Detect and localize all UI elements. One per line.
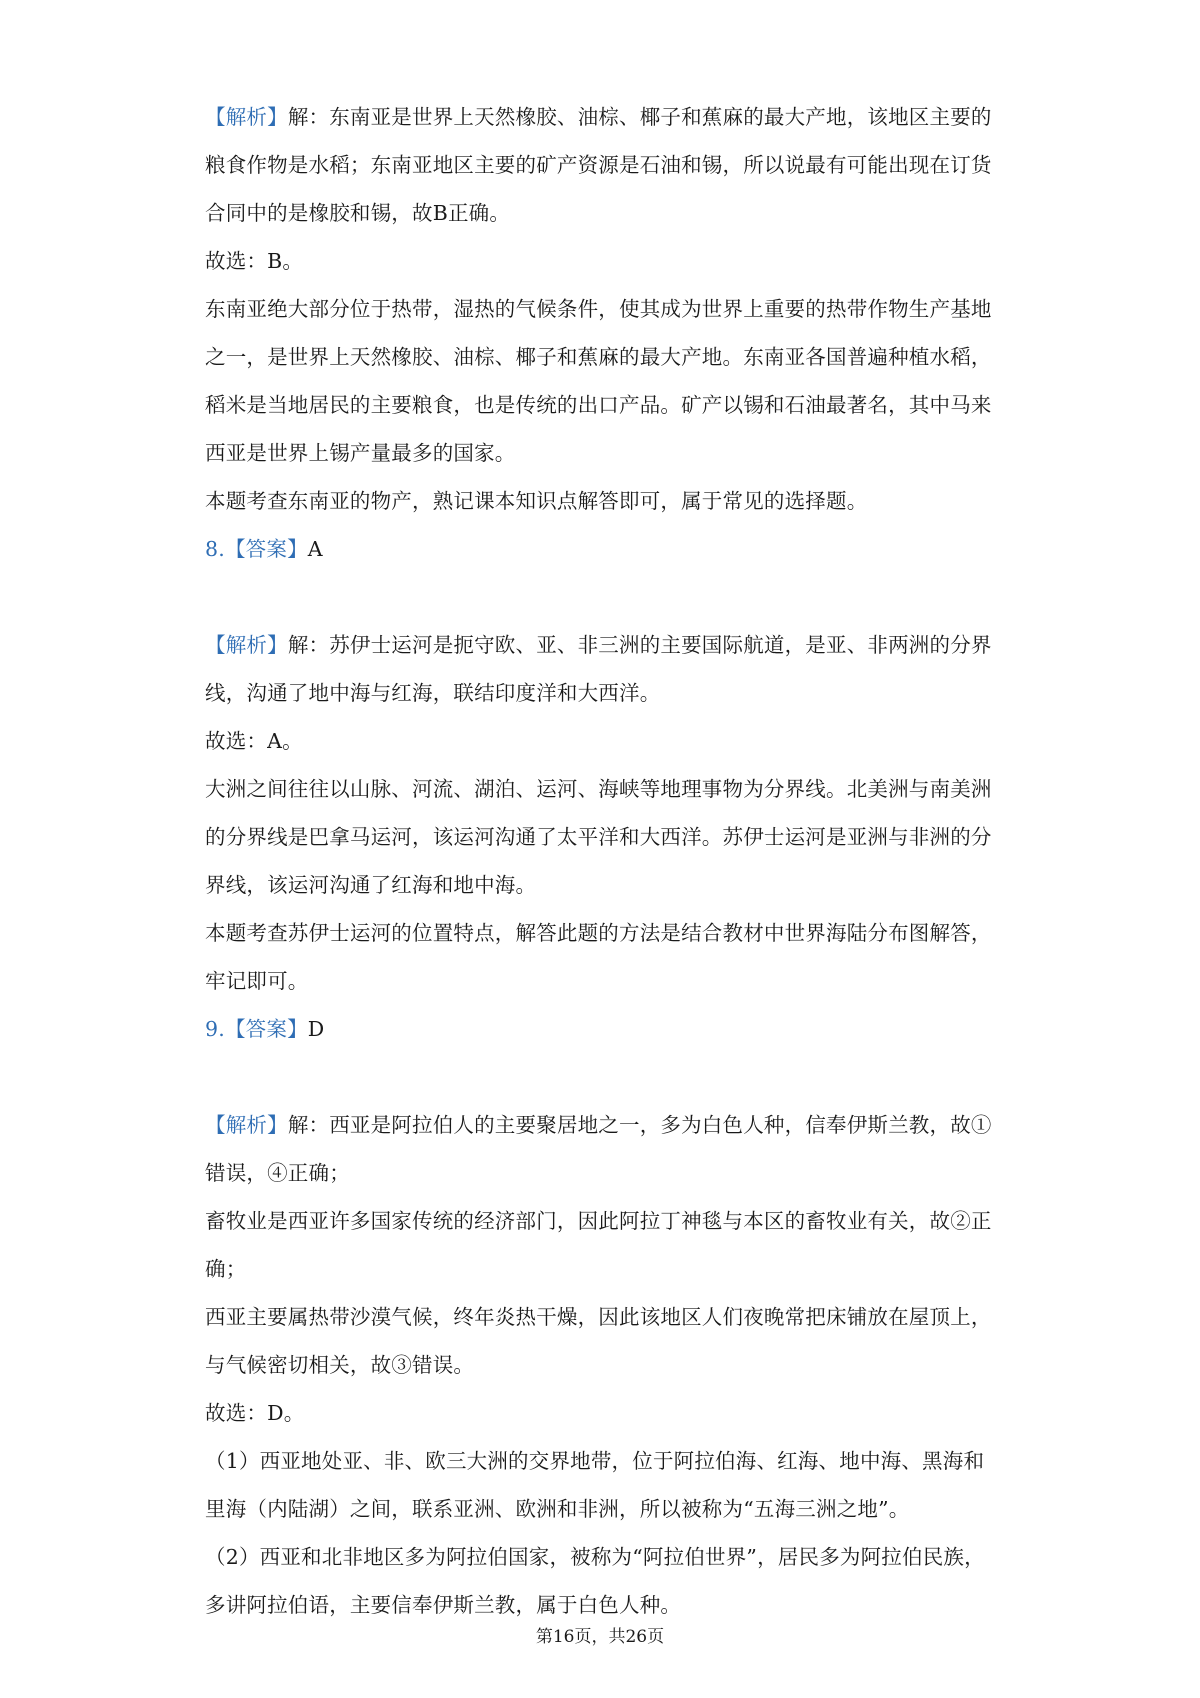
text-line [205,621,1005,669]
answer-tag: 【答案】 [224,1017,308,1041]
text-line [205,1389,1005,1437]
line-text: 的分界线是巴拿马运河，该运河沟通了太平洋和大西洋。苏伊士运河是亚洲与非洲的分 [205,825,992,849]
line-text: 畜牧业是西亚许多国家传统的经济部门，因此阿拉丁神毯与本区的畜牧业有关，故②正 [205,1209,992,1233]
answer-line [205,1005,1005,1053]
text-line [205,189,1005,237]
line-text: 解：苏伊士运河是扼守欧、亚、非三洲的主要国际航道，是亚、非两洲的分界 [287,633,992,657]
text-line [205,717,1005,765]
text-line [205,237,1005,285]
line-text: 西亚主要属热带沙漠气候，终年炎热干燥，因此该地区人们夜晚常把床铺放在屋顶上， [205,1305,992,1329]
text-line [205,1101,1005,1149]
line-text: 合同中的是橡胶和锡，故B正确。 [205,201,511,225]
line-text: 解：东南亚是世界上天然橡胶、油棕、椰子和蕉麻的最大产地，该地区主要的 [287,105,992,129]
page-footer: 第16页，共26页 [535,1627,665,1647]
text-line [205,477,1005,525]
text-line [205,765,1005,813]
line-text: 东南亚绝大部分位于热带，湿热的气候条件，使其成为世界上重要的热带作物生产基地 [205,297,992,321]
answer-label: 8. [205,537,225,561]
text-line [205,285,1005,333]
line-text: 大洲之间往往以山脉、河流、湖泊、运河、海峡等地理事物为分界线。北美洲与南美洲 [205,777,992,801]
line-text: 故选：D。 [205,1401,305,1425]
line-text: 错误，④正确； [205,1161,350,1185]
text-line [205,1533,1005,1581]
text-line [205,1245,1005,1293]
text-line [205,1293,1005,1341]
answer-line [205,525,1005,573]
line-text: 稻米是当地居民的主要粮食，也是传统的出口产品。矿产以锡和石油最著名，其中马来 [205,393,992,417]
line-text: （1）西亚地处亚、非、欧三大洲的交界地带，位于阿拉伯海、红海、地中海、黑海和 [205,1449,985,1473]
line-text: （2）西亚和北非地区多为阿拉伯国家，被称为“阿拉伯世界”，居民多为阿拉伯民族， [205,1545,985,1569]
text-line [205,1197,1005,1245]
text-line [205,1149,1005,1197]
section-gap [205,1053,1005,1101]
line-text: 解：西亚是阿拉伯人的主要聚居地之一，多为白色人种，信奉伊斯兰教，故① [287,1113,992,1137]
line-text: 西亚是世界上锡产量最多的国家。 [205,441,516,465]
line-text: 与气候密切相关，故③错误。 [205,1353,475,1377]
document-body [205,93,1005,1629]
line-text: 之一，是世界上天然橡胶、油棕、椰子和蕉麻的最大产地。东南亚各国普遍种植水稻， [205,345,992,369]
section-gap [205,573,1005,621]
text-line [205,813,1005,861]
analysis-tag: 【解析】 [205,633,288,657]
text-line [205,1437,1005,1485]
line-text: 故选：A。 [205,729,303,753]
line-text: 本题考查苏伊士运河的位置特点，解答此题的方法是结合教材中世界海陆分布图解答， [205,921,992,945]
line-text: 多讲阿拉伯语，主要信奉伊斯兰教，属于白色人种。 [205,1593,682,1617]
text-line [205,909,1005,957]
line-text: 线，沟通了地中海与红海，联结印度洋和大西洋。 [205,681,661,705]
line-text: 本题考查东南亚的物产，熟记课本知识点解答即可，属于常见的选择题。 [205,489,868,513]
line-text: 粮食作物是水稻；东南亚地区主要的矿产资源是石油和锡，所以说最有可能出现在订货 [205,153,992,177]
line-text: 牢记即可。 [205,969,309,993]
answer-label: 9. [205,1017,225,1041]
text-line [205,333,1005,381]
analysis-tag: 【解析】 [205,1113,288,1137]
text-line [205,957,1005,1005]
text-line [205,1485,1005,1533]
line-text: 确； [205,1257,247,1281]
line-text: 里海（内陆湖）之间，联系亚洲、欧洲和非洲，所以被称为“五海三洲之地”。 [205,1497,910,1521]
answer-value: D [307,1017,325,1041]
text-line [205,1341,1005,1389]
text-line [205,93,1005,141]
text-line [205,141,1005,189]
text-line [205,669,1005,717]
line-text: 故选：B。 [205,249,304,273]
text-line [205,429,1005,477]
text-line [205,861,1005,909]
analysis-tag: 【解析】 [205,105,288,129]
answer-tag: 【答案】 [224,537,308,561]
text-line [205,381,1005,429]
answer-value: A [307,537,323,561]
line-text: 界线，该运河沟通了红海和地中海。 [205,873,537,897]
